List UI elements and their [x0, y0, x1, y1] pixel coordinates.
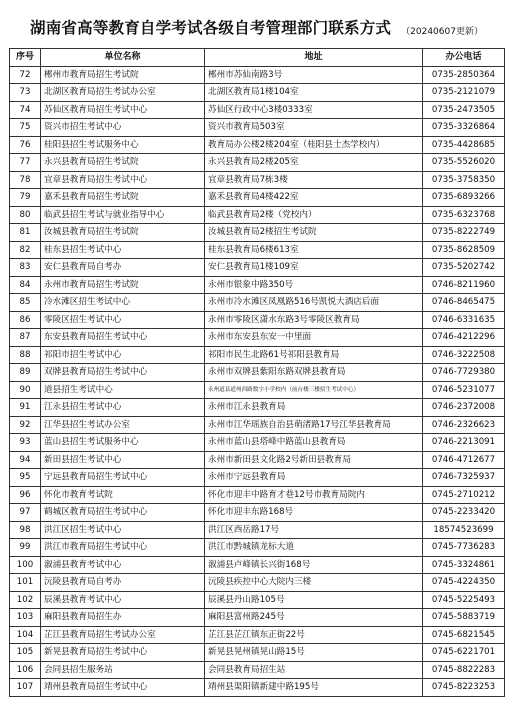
unit-name: 麻阳县教育局招生办: [41, 609, 205, 627]
unit-name: 冷水滩区招生考试中心: [41, 294, 205, 312]
office-phone: 0735-8628509: [423, 241, 505, 259]
unit-name: 祁阳市招生考试中心: [41, 346, 205, 364]
row-index: 103: [10, 609, 41, 627]
unit-name: 芷江县教育局招生考试办公室: [41, 626, 205, 644]
unit-name: 靖州县教育局招生考试中心: [41, 679, 205, 697]
row-index: 72: [10, 66, 41, 84]
unit-name: 资兴市招生考试中心: [41, 119, 205, 137]
address: 安仁县教育局1楼109室: [205, 259, 423, 277]
table-row: [10, 679, 505, 697]
unit-name: 桂东县招生考试中心: [41, 241, 205, 259]
unit-name: 零陵区招生考试中心: [41, 311, 205, 329]
table-row: [10, 294, 505, 312]
office-phone: 18574523699: [423, 521, 505, 539]
row-index: 94: [10, 451, 41, 469]
row-index: 97: [10, 504, 41, 522]
address: 资兴市教育局503室: [205, 119, 423, 137]
office-phone: 0746-3222508: [423, 346, 505, 364]
unit-name: 嘉禾县教育局招生考试院: [41, 189, 205, 207]
address: 永州市冷水滩区凤凰路516号凯悦大酒店后面: [205, 294, 423, 312]
address: 教育局办公楼2楼204室（桂阳县士杰学校内）: [205, 136, 423, 154]
address: 祁阳市民生北路61号祁阳县教育局: [205, 346, 423, 364]
office-phone: 0746-2213091: [423, 434, 505, 452]
address: 怀化市迎丰东路168号: [205, 504, 423, 522]
address: 永州市宁远县教育局: [205, 469, 423, 487]
column-header-phone: 办公电话: [423, 49, 505, 67]
office-phone: 0745-8223253: [423, 679, 505, 697]
table-row: [10, 364, 505, 382]
table-row: [10, 609, 505, 627]
row-index: 91: [10, 399, 41, 417]
row-index: 85: [10, 294, 41, 312]
table-row: [10, 574, 505, 592]
office-phone: 0735-2850364: [423, 66, 505, 84]
unit-name: 溆浦县教育考试中心: [41, 556, 205, 574]
office-phone: 0735-6323768: [423, 206, 505, 224]
unit-name: 东安县教育局招生考试中心: [41, 329, 205, 347]
address: 北湖区教育局1楼104室: [205, 84, 423, 102]
unit-name: 汝城县教育局招生考试院: [41, 224, 205, 242]
address: 临武县教育局2楼（党校内）: [205, 206, 423, 224]
unit-name: 北湖区教育局招生考试办公室: [41, 84, 205, 102]
address: 新晃县晃州镇晃山路15号: [205, 644, 423, 662]
address: 会同县教育局招生站: [205, 661, 423, 679]
table-row: [10, 626, 505, 644]
address: 永州市东安县东安一中里面: [205, 329, 423, 347]
address: 溆浦县卢峰镇长兴街168号: [205, 556, 423, 574]
table-row: [10, 311, 505, 329]
unit-name: 郴州市教育局招生考试院: [41, 66, 205, 84]
office-phone: 0746-8465475: [423, 294, 505, 312]
office-phone: 0735-4428685: [423, 136, 505, 154]
address: 芷江县芷江镇东正街22号: [205, 626, 423, 644]
office-phone: 0745-2233420: [423, 504, 505, 522]
row-index: 76: [10, 136, 41, 154]
unit-name: 桂阳县招生考试服务中心: [41, 136, 205, 154]
row-index: 87: [10, 329, 41, 347]
office-phone: 0745-6221701: [423, 644, 505, 662]
unit-name: 洪江市教育局招生考试中心: [41, 539, 205, 557]
row-index: 79: [10, 189, 41, 207]
table-header-row: [10, 49, 505, 67]
unit-name: 怀化市教育考试院: [41, 486, 205, 504]
row-index: 88: [10, 346, 41, 364]
address: 永州市零陵区潇水东路3号零陵区教育局: [205, 311, 423, 329]
table-row: [10, 154, 505, 172]
address: 永州市银象中路350号: [205, 276, 423, 294]
office-phone: 0746-5231077: [423, 381, 505, 399]
table-row: [10, 136, 505, 154]
row-index: 95: [10, 469, 41, 487]
row-index: 77: [10, 154, 41, 172]
row-index: 84: [10, 276, 41, 294]
table-row: [10, 644, 505, 662]
unit-name: 江永县招生考试中心: [41, 399, 205, 417]
row-index: 82: [10, 241, 41, 259]
table-row: [10, 539, 505, 557]
row-index: 107: [10, 679, 41, 697]
office-phone: 0746-2372008: [423, 399, 505, 417]
office-phone: 0735-6893266: [423, 189, 505, 207]
office-phone: 0745-4224350: [423, 574, 505, 592]
office-phone: 0745-8822283: [423, 661, 505, 679]
row-index: 92: [10, 416, 41, 434]
unit-name: 沅陵县教育局自考办: [41, 574, 205, 592]
office-phone: 0735-3326864: [423, 119, 505, 137]
unit-name: 道县招生考试中心: [41, 381, 205, 399]
table-row: [10, 346, 505, 364]
address: 洪江市黔城镇龙标大道: [205, 539, 423, 557]
unit-name: 江华县招生考试办公室: [41, 416, 205, 434]
office-phone: 0746-2326623: [423, 416, 505, 434]
row-index: 101: [10, 574, 41, 592]
update-date: （20240607更新）: [401, 27, 483, 37]
row-index: 86: [10, 311, 41, 329]
office-phone: 0735-5202742: [423, 259, 505, 277]
address: 沅陵县疾控中心大院内三楼: [205, 574, 423, 592]
row-index: 99: [10, 539, 41, 557]
table-row: [10, 84, 505, 102]
unit-name: 宜章县教育局招生考试中心: [41, 171, 205, 189]
office-phone: 0735-5526020: [423, 154, 505, 172]
table-row: [10, 329, 505, 347]
address: 辰溪县丹山路105号: [205, 591, 423, 609]
address: 洪江区西岳路17号: [205, 521, 423, 539]
office-phone: 0746-4212296: [423, 329, 505, 347]
address: 永州市蓝山县塔峰中路蓝山县教育局: [205, 434, 423, 452]
row-index: 104: [10, 626, 41, 644]
unit-name: 苏仙区教育局招生考试中心: [41, 101, 205, 119]
row-index: 90: [10, 381, 41, 399]
row-index: 75: [10, 119, 41, 137]
title-row: [0, 0, 513, 44]
table-row: [10, 206, 505, 224]
unit-name: 安仁县教育局自考办: [41, 259, 205, 277]
table-row: [10, 399, 505, 417]
page-title: 湖南省高等教育自学考试各级自考管理部门联系方式: [30, 19, 392, 37]
contact-table: [9, 48, 505, 697]
office-phone: 0745-3324861: [423, 556, 505, 574]
address: 麻阳县富州路245号: [205, 609, 423, 627]
row-index: 73: [10, 84, 41, 102]
table-row: [10, 119, 505, 137]
unit-name: 双牌县教育局招生考试中心: [41, 364, 205, 382]
table-row: [10, 66, 505, 84]
office-phone: 0746-4712677: [423, 451, 505, 469]
office-phone: 0746-6331635: [423, 311, 505, 329]
unit-name: 辰溪县教育考试中心: [41, 591, 205, 609]
row-index: 78: [10, 171, 41, 189]
table-row: [10, 556, 505, 574]
row-index: 100: [10, 556, 41, 574]
office-phone: 0735-2473505: [423, 101, 505, 119]
address: 宜章县教育局7栋3楼: [205, 171, 423, 189]
row-index: 105: [10, 644, 41, 662]
office-phone: 0745-5225493: [423, 591, 505, 609]
unit-name: 新田县招生考试中心: [41, 451, 205, 469]
address: 永州道县道州西路数字小学校内（前台楼三楼招生考试中心）: [205, 381, 423, 399]
table-row: [10, 504, 505, 522]
row-index: 106: [10, 661, 41, 679]
row-index: 102: [10, 591, 41, 609]
table-row: [10, 101, 505, 119]
table-row: [10, 241, 505, 259]
table-row: [10, 451, 505, 469]
address: 永州市新田县文化路2号新田县教育局: [205, 451, 423, 469]
table-row: [10, 591, 505, 609]
table-body: [10, 66, 505, 696]
unit-name: 永兴县教育局招生考试院: [41, 154, 205, 172]
table-row: [10, 381, 505, 399]
row-index: 80: [10, 206, 41, 224]
address: 汝城县教育局2楼招生考试院: [205, 224, 423, 242]
table-row: [10, 189, 505, 207]
table-row: [10, 486, 505, 504]
unit-name: 临武县招生考试与就业指导中心: [41, 206, 205, 224]
unit-name: 新晃县教育局招生考试中心: [41, 644, 205, 662]
office-phone: 0745-5883719: [423, 609, 505, 627]
row-index: 98: [10, 521, 41, 539]
address: 桂东县教育局6楼613室: [205, 241, 423, 259]
address: 苏仙区行政中心3楼0333室: [205, 101, 423, 119]
office-phone: 0746-7729380: [423, 364, 505, 382]
address: 靖州县渠阳镇新建中路195号: [205, 679, 423, 697]
office-phone: 0735-2121079: [423, 84, 505, 102]
address: 永州市江永县教育局: [205, 399, 423, 417]
row-index: 81: [10, 224, 41, 242]
address: 郴州市苏仙南路3号: [205, 66, 423, 84]
table-row: [10, 661, 505, 679]
row-index: 93: [10, 434, 41, 452]
table-row: [10, 224, 505, 242]
address: 嘉禾县教育局4楼422室: [205, 189, 423, 207]
address: 怀化市迎丰中路育才巷12号市教育局院内: [205, 486, 423, 504]
office-phone: 0745-7736283: [423, 539, 505, 557]
address: 永州市江华瑶族自治县萌渚路17号江华县教育局: [205, 416, 423, 434]
office-phone: 0735-8222749: [423, 224, 505, 242]
unit-name: 洪江区招生考试中心: [41, 521, 205, 539]
office-phone: 0745-6821545: [423, 626, 505, 644]
table-row: [10, 416, 505, 434]
row-index: 74: [10, 101, 41, 119]
address: 永兴县教育局2楼205室: [205, 154, 423, 172]
address: 永州市双牌县紫阳东路双牌县教育局: [205, 364, 423, 382]
table-row: [10, 434, 505, 452]
office-phone: 0735-3758350: [423, 171, 505, 189]
column-header-unit: 单位名称: [41, 49, 205, 67]
unit-name: 鹤城区教育局招生考试中心: [41, 504, 205, 522]
unit-name: 永州市教育局招生考试院: [41, 276, 205, 294]
table-row: [10, 521, 505, 539]
office-phone: 0745-2710212: [423, 486, 505, 504]
unit-name: 会同县招生服务站: [41, 661, 205, 679]
office-phone: 0746-7325937: [423, 469, 505, 487]
unit-name: 宁远县教育局招生考试中心: [41, 469, 205, 487]
office-phone: 0746-8211960: [423, 276, 505, 294]
unit-name: 蓝山县招生考试服务中心: [41, 434, 205, 452]
column-header-address: 地址: [205, 49, 423, 67]
table-row: [10, 171, 505, 189]
row-index: 96: [10, 486, 41, 504]
row-index: 83: [10, 259, 41, 277]
column-header-index: 序号: [10, 49, 41, 67]
table-row: [10, 469, 505, 487]
row-index: 89: [10, 364, 41, 382]
table-row: [10, 276, 505, 294]
table-row: [10, 259, 505, 277]
